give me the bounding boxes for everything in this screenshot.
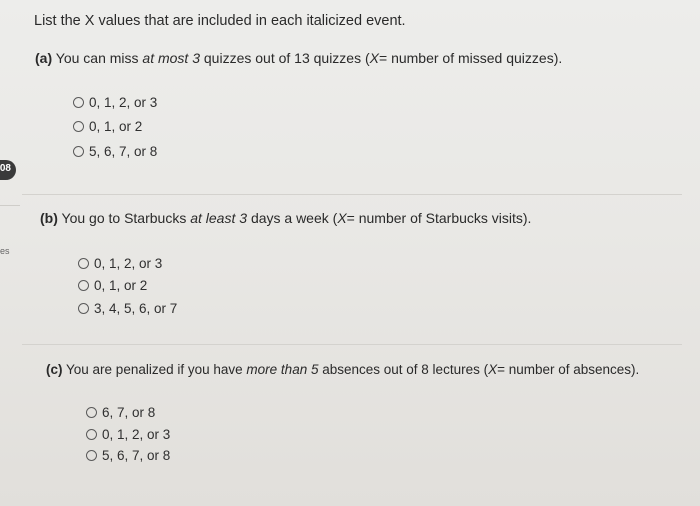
side-label: es	[0, 246, 10, 256]
question-c-post: absences out of 8 lectures (	[322, 362, 489, 377]
question-c-choice-2[interactable]	[86, 427, 170, 442]
instruction-text: List the X values that are included in each italicized event.	[34, 13, 406, 29]
choice-label: 0, 1, or 2	[94, 278, 148, 293]
question-a-label: (a)	[35, 50, 53, 66]
side-divider	[0, 205, 20, 206]
question-a-choice-1[interactable]	[73, 95, 157, 110]
question-c-choice-3[interactable]	[86, 448, 170, 463]
question-a-pre: You can miss	[55, 50, 139, 66]
question-b-text	[40, 210, 531, 226]
choice-label: 0, 1, or 2	[89, 119, 143, 134]
radio-button[interactable]	[73, 146, 84, 157]
question-b-var: X	[337, 210, 347, 226]
question-a-post: quizzes out of 13 quizzes (	[203, 50, 370, 66]
question-c-text	[46, 362, 639, 377]
question-b-choice-2[interactable]	[78, 278, 147, 293]
section-divider	[22, 194, 682, 195]
question-b-tail: = number of Starbucks visits).	[346, 210, 532, 226]
choice-label: 0, 1, 2, or 3	[102, 427, 171, 442]
choice-label: 0, 1, 2, or 3	[89, 95, 158, 110]
question-a-choice-2[interactable]	[73, 119, 142, 134]
question-a-text	[35, 50, 562, 66]
question-b-italic: at least 3	[190, 210, 248, 226]
question-b-pre: You go to Starbucks	[61, 210, 187, 226]
radio-button[interactable]	[73, 97, 84, 108]
radio-button[interactable]	[86, 407, 97, 418]
question-a-choice-3[interactable]	[73, 144, 157, 159]
question-b-choice-1[interactable]	[78, 256, 162, 271]
choice-label: 5, 6, 7, or 8	[89, 144, 158, 159]
radio-button[interactable]	[86, 429, 97, 440]
radio-button[interactable]	[78, 280, 89, 291]
question-c-italic: more than 5	[246, 362, 319, 377]
question-b-choice-3[interactable]	[78, 301, 177, 316]
question-c-tail: = number of absences).	[497, 362, 640, 377]
question-b-label: (b)	[40, 210, 58, 226]
radio-button[interactable]	[86, 450, 97, 461]
question-c-label: (c)	[46, 362, 63, 377]
radio-button[interactable]	[78, 258, 89, 269]
question-a-tail: = number of missed quizzes).	[379, 50, 563, 66]
question-b-post: days a week (	[250, 210, 338, 226]
choice-label: 0, 1, 2, or 3	[94, 256, 163, 271]
side-number-tab[interactable]	[0, 160, 16, 180]
question-a-italic: at most 3	[142, 50, 200, 66]
side-number-label: 08	[0, 163, 11, 174]
section-divider	[22, 344, 682, 345]
choice-label: 3, 4, 5, 6, or 7	[94, 301, 178, 316]
question-a-var: X	[369, 50, 379, 66]
question-c-pre: You are penalized if you have	[66, 362, 243, 377]
choice-label: 6, 7, or 8	[102, 405, 156, 420]
radio-button[interactable]	[78, 303, 89, 314]
question-c-choice-1[interactable]	[86, 405, 155, 420]
question-c-var: X	[488, 362, 498, 377]
choice-label: 5, 6, 7, or 8	[102, 448, 171, 463]
radio-button[interactable]	[73, 121, 84, 132]
